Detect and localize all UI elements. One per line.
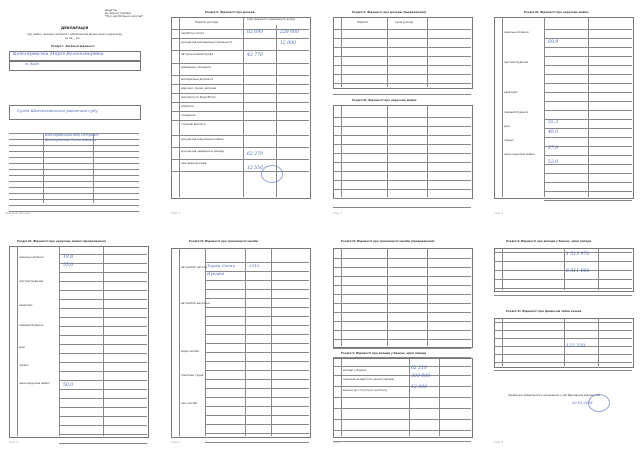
stamp-seal bbox=[261, 165, 283, 183]
row-label-4: повітряні судна bbox=[181, 373, 204, 377]
vehicle-year: 2010 bbox=[249, 263, 260, 268]
realestate-cont-grid bbox=[59, 254, 147, 446]
income-value-4: 42 770 bbox=[247, 53, 264, 58]
area-value-4: 57,0 bbox=[548, 146, 559, 151]
section-5-title: Розділ V. Відомості про вклади у банках, цінні папери bbox=[341, 351, 427, 355]
declaration-subtitle: про майно, доходи, витрати і зобов'язання фінансового характеру bbox=[27, 32, 123, 36]
declaration-page-5 bbox=[3, 234, 153, 446]
section-1-title: Розділ І. Загальні відомості bbox=[51, 44, 95, 48]
row-label-2: житлові будинки bbox=[504, 60, 529, 64]
row-label-3: водні засоби bbox=[181, 349, 200, 353]
row-label-4: садовий будинок bbox=[504, 110, 529, 114]
page-number: Стор. 6 bbox=[171, 441, 181, 444]
deposit-value-3: 12 000 bbox=[411, 385, 428, 390]
signature-seal bbox=[588, 394, 610, 412]
col-header-2: Сума доходу bbox=[395, 20, 414, 24]
declaration-page-8 bbox=[488, 234, 638, 446]
income-value-5: 62 270 bbox=[247, 152, 264, 157]
income-value-1: 62 690 bbox=[247, 30, 264, 35]
section-title: Розділ IV. Відомості про транспортні засоби (продовження) bbox=[341, 239, 435, 243]
area-value-2: 55,3 bbox=[548, 120, 559, 125]
row-label-2: автомобілі вантажні bbox=[181, 301, 210, 305]
family-member-1: Котляревський Іван Петрович bbox=[45, 133, 99, 137]
row-label-7: інше нерухоме майно bbox=[504, 152, 535, 156]
col-header-2: Сума одержаного (нарахованого) доходу bbox=[247, 18, 296, 21]
col-header-1: Перелік bbox=[357, 20, 369, 24]
deposit-value-2: 300 000 bbox=[411, 374, 430, 379]
vehicles-cont-grid bbox=[333, 258, 471, 358]
appendix-line-2: до Закону України bbox=[105, 11, 132, 15]
securities-value-1: 1 513 970 bbox=[566, 252, 590, 257]
income-value-3: 12 000 bbox=[280, 41, 297, 46]
area-value-2: 55,0 bbox=[63, 263, 74, 268]
declaration-page-2 bbox=[165, 5, 315, 217]
obligations-table bbox=[494, 322, 632, 371]
appendix-line-3: "Про запобігання корупції" bbox=[105, 14, 144, 18]
deposit-value-1: 62 210 bbox=[411, 366, 428, 371]
vehicle-make: Toyota Camry bbox=[207, 263, 236, 268]
section-title: Розділ ІІІ. Відомості про нерухоме майно (продовження) bbox=[17, 239, 107, 243]
row-label-1: земельні ділянки bbox=[19, 255, 44, 259]
area-value-5: 53,0 bbox=[548, 160, 559, 165]
section-3-title: Розділ ІІІ. Відомості про нерухоме майно bbox=[352, 98, 417, 102]
section-title: Розділ ІІІ. Відомості про нерухоме майно bbox=[524, 10, 589, 14]
row-label-1: автомобілі легкові bbox=[181, 265, 208, 269]
signature-line: Засвідчую правильність зазначених у цій Декларації відомостей bbox=[508, 393, 600, 397]
row-label-5: дачі bbox=[504, 124, 510, 128]
declaration-page-7 bbox=[327, 234, 477, 446]
row-label-3: квартири bbox=[504, 90, 518, 94]
income-value-6: 12 550 bbox=[247, 166, 264, 171]
area-value-3: 49,0 bbox=[548, 130, 559, 135]
page-number: Стор. 2 bbox=[171, 212, 181, 215]
section-title: Розділ ІІ. Відомості про доходи (продовження) bbox=[352, 10, 427, 14]
page-number: Стор. 4 bbox=[494, 212, 504, 215]
vehicles-grid bbox=[205, 262, 309, 443]
family-member-2: Котляревська Олена Іванівна bbox=[45, 138, 97, 142]
declaration-page-4 bbox=[488, 5, 638, 217]
row-label-3: квартири bbox=[19, 303, 33, 307]
deposits-table: вклади у банках номінальна вартість цінних паперів внески до статутного капіталу bbox=[333, 366, 471, 442]
section-4-title: Розділ IV. Відомості про транспортні засоби bbox=[189, 239, 258, 243]
declaration-page-1 bbox=[3, 5, 153, 217]
area-value-1: 69,9 bbox=[548, 40, 559, 45]
row-label-1: земельні ділянки bbox=[504, 30, 529, 34]
row-label-6: гаражі bbox=[19, 363, 29, 367]
page-number: Стор. 8 bbox=[494, 441, 504, 444]
appendix-line-1: Додаток bbox=[105, 8, 118, 12]
row-label-2: житлові будинки bbox=[19, 279, 44, 283]
securities-table bbox=[494, 252, 632, 296]
page-number: Стор. 3 bbox=[333, 212, 343, 215]
income-table: заробітна плата доходи від викладацької діяльності авторська винагорода дивіденди, проценти матеріальна допомога дарунки, призи, виграші допомога по безробіттю аліменти спадщина страхові виплати доходи від відчуження майна доходи від здавання в оренду інші види доходів bbox=[171, 29, 309, 172]
securities-value-2: 6 511 000 bbox=[566, 269, 590, 274]
declarant-position: Суддя Шевченківського районного суду bbox=[17, 108, 98, 113]
col-header-1: Перелік доходів bbox=[195, 20, 218, 24]
family-table bbox=[9, 133, 139, 217]
section-title: Розділ V. Відомості про вклади у банках, цінні папери bbox=[506, 239, 592, 243]
income-cont-table bbox=[333, 29, 471, 95]
area-value-3: 50,0 bbox=[63, 383, 74, 388]
declarant-name: Котляревська Марія Володимирівна bbox=[13, 52, 104, 57]
declaration-page-6 bbox=[165, 234, 315, 446]
declaration-page-3 bbox=[327, 5, 477, 217]
row-label-5: інші засоби bbox=[181, 401, 198, 405]
declaration-year: за 20__ рік bbox=[65, 36, 80, 40]
row-label-4: садовий будинок bbox=[19, 323, 44, 327]
row-label-6: гаражі bbox=[504, 138, 514, 142]
row-label-7: інше нерухоме майно bbox=[19, 381, 50, 385]
page-footer: Офіційний документ bbox=[5, 212, 32, 215]
declarant-place: м. Київ bbox=[25, 62, 39, 66]
declaration-title: ДЕКЛАРАЦІЯ bbox=[61, 26, 89, 30]
page-number: Стор. 7 bbox=[333, 441, 343, 444]
page-number: Стор. 5 bbox=[9, 441, 19, 444]
vehicle-make-2: Hyundai bbox=[207, 271, 225, 276]
row-label-5: дачі bbox=[19, 345, 25, 349]
section-6-title: Розділ VI. Відомості про фінансові зобов'язання bbox=[506, 309, 582, 313]
section-2-title: Розділ ІІ. Відомості про доходи bbox=[205, 10, 255, 14]
realestate-table bbox=[333, 117, 471, 208]
realestate-grid bbox=[544, 29, 632, 201]
area-value-1: 19,8 bbox=[63, 255, 74, 260]
signature-date: 20.03.2016 bbox=[572, 401, 593, 405]
obligation-value: 132 330 bbox=[566, 344, 585, 349]
income-value-2: 228 000 bbox=[280, 30, 299, 35]
